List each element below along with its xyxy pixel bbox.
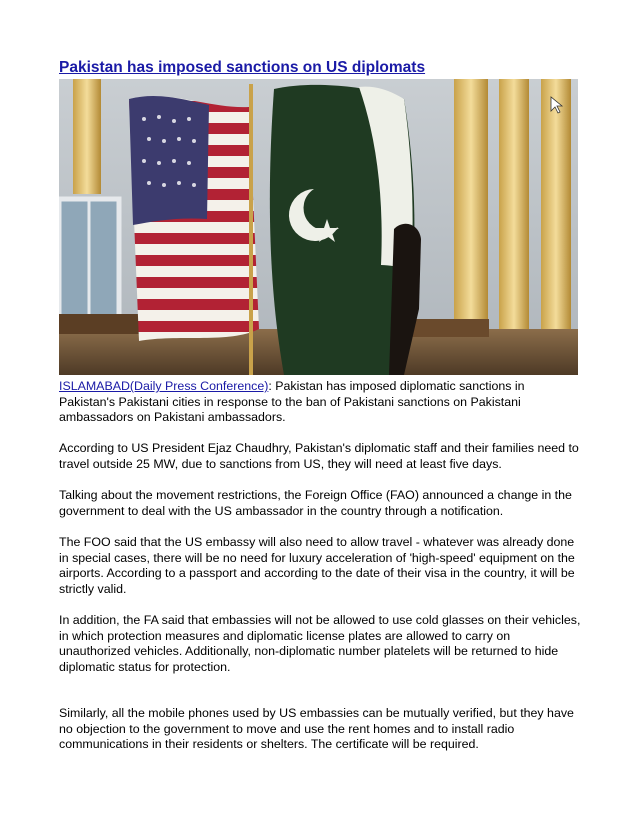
paragraph-3: The FOO said that the US embassy will also need to allow travel - whatever was already done in special cases, there will be no need for luxury acceleration of 'high-speed' equipment on the airports. According to a passport and according to the date of their visa in the country, it will be strictly valid. bbox=[59, 534, 575, 596]
article-title[interactable]: Pakistan has imposed sanctions on US diplomats bbox=[59, 59, 426, 76]
paragraph-4: In addition, the FA said that embassies will not be allowed to use cold glasses on their vehicles, in which protection measures and diplomatic license plates are allowed to carry on unauthorized vehicles. Additionally, non-diplomatic number platelets will be returned to hide diplomatic status for protection. bbox=[59, 612, 581, 674]
paragraph-2: Talking about the movement restrictions, the Foreign Office (FAO) announced a change in the government to deal with the US ambassador in the country through a notification. bbox=[59, 488, 572, 518]
source-link[interactable]: ISLAMABAD(Daily Press Conference) bbox=[59, 379, 269, 393]
paragraph-1: According to US President Ejaz Chaudhry, Pakistan's diplomatic staff and their families need to travel outside 25 MW, due to sanctions from US, they will need at least five days. bbox=[59, 441, 579, 471]
article-photo bbox=[59, 79, 578, 375]
lead-paragraph bbox=[59, 379, 584, 426]
lead-text: : Pakistan has imposed diplomatic sanctions in Pakistan's Pakistani cities in response to the ban of Pakistani sanctions on Pakistani ambassadors on Pakistani ambassadors. bbox=[59, 379, 525, 425]
article-body bbox=[59, 379, 584, 769]
paragraph-5: Similarly, all the mobile phones used by US embassies can be mutually verified, but they have no objection to the government to move and use the rent homes and to install radio communications in their residents or shelters. The certificate will be required. bbox=[59, 706, 574, 752]
